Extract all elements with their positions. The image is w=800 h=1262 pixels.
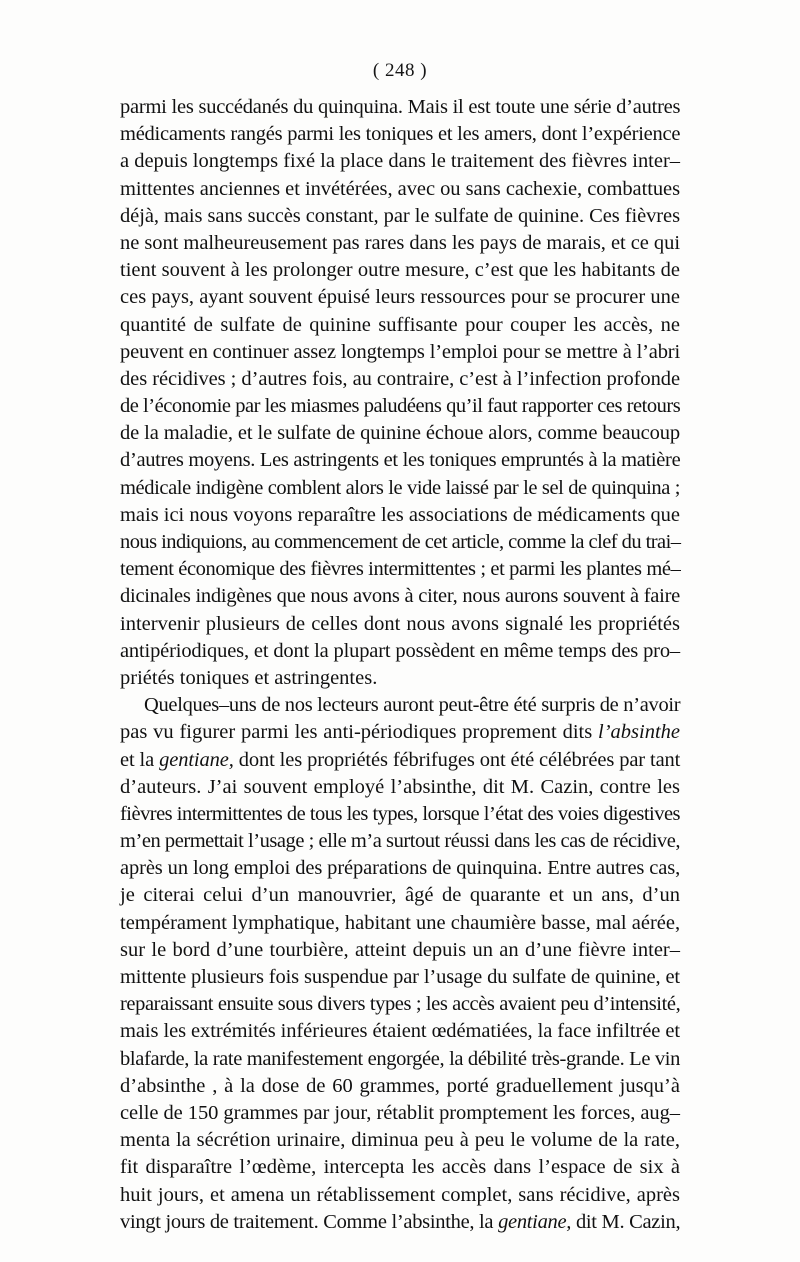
text-segment: celle de 150 grammes par jour, rétablit promptement les forces, aug–: [120, 1101, 680, 1124]
text-line: [120, 882, 680, 909]
text-line: [120, 964, 680, 991]
text-line: [120, 529, 680, 556]
text-line: [120, 910, 680, 937]
italic-term: gentiane,: [498, 1210, 572, 1233]
text-segment: mittente plusieurs fois suspendue par l’usage du sulfate de quinine, et: [120, 966, 680, 988]
text-line: [120, 1154, 680, 1181]
text-line: [120, 230, 680, 257]
text-segment: a depuis longtemps fixé la place dans le traitement des fièvres inter–: [120, 150, 680, 173]
text-segment: vingt jours de traitement. Comme l’absinthe, la: [120, 1210, 499, 1233]
text-segment: d’auteurs. J’ai souvent employé l’absinthe, dit M. Cazin, contre les: [120, 775, 680, 798]
text-segment: tient souvent à les prolonger outre mesure, c’est que les habitants de: [120, 259, 680, 282]
text-segment: médicale indigène comblent alors le vide laissé par le sel de quinquina ;: [120, 476, 680, 499]
text-line: [120, 1209, 680, 1236]
text-segment: d’autres moyens. Les astringents et les toniques empruntés à la matière: [120, 449, 681, 472]
text-segment: nous indiquions, au commencement de cet article, comme la clef du trai–: [120, 531, 681, 553]
text-segment: après un long emploi des préparations de quinquina. Entre autres cas,: [120, 857, 681, 880]
text-line: [120, 203, 680, 230]
text-line: [120, 176, 680, 203]
text-line: [120, 638, 680, 665]
text-segment: pas vu figurer parmi les anti-périodiques proprement dits: [120, 721, 598, 744]
text-line: [120, 719, 680, 746]
text-segment: Quelques–uns de nos lecteurs auront peut-être été surpris de n’avoir: [144, 694, 681, 717]
text-segment: blafarde, la rate manifestement engorgée, la débilité très-grande. Le vin: [120, 1047, 680, 1070]
text-segment: mais les extrémités inférieures étaient œdématiées, la face infiltrée et: [120, 1020, 680, 1043]
text-segment: parmi les succédanés du quinquina. Mais il est toute une série d’autres: [120, 96, 681, 118]
body-text: [120, 94, 680, 1236]
text-segment: dicinales indigènes que nous avons à citer, nous aurons souvent à faire: [120, 585, 680, 608]
text-segment: dit M. Cazin,: [571, 1210, 681, 1233]
text-line: [120, 1182, 680, 1209]
text-segment: menta la sécrétion urinaire, diminua peu à peu le volume de la rate,: [120, 1129, 680, 1152]
text-line: [120, 339, 680, 366]
text-line: [120, 774, 680, 801]
text-line: [120, 121, 680, 148]
text-line: [120, 312, 680, 339]
text-line: [120, 447, 680, 474]
text-line: [120, 1127, 680, 1154]
text-segment: quantité de sulfate de quinine suffisante pour couper les accès, ne: [120, 313, 680, 336]
text-line: [120, 1100, 680, 1127]
text-segment: de l’économie par les miasmes paludéens qu’il faut rapporter ces retours: [120, 395, 681, 418]
text-segment: peuvent en continuer assez longtemps l’emploi pour se mettre à l’abri: [120, 340, 680, 363]
text-segment: déjà, mais sans succès constant, par le sulfate de quinine. Ces fièvres: [120, 204, 680, 227]
page-number: ( 248 ): [372, 60, 428, 81]
text-segment: huit jours, et amena un rétablissement complet, sans récidive, après: [120, 1183, 680, 1206]
text-segment: ces pays, ayant souvent épuisé leurs ressources pour se procurer une: [120, 286, 680, 309]
text-segment: intervenir plusieurs de celles dont nous avons signalé les propriétés: [120, 612, 680, 635]
text-line: [120, 257, 680, 284]
text-segment: de la maladie, et le sulfate de quinine échoue alors, comme beaucoup: [120, 422, 680, 445]
text-line: [120, 828, 680, 855]
text-segment: fièvres intermittentes de tous les types, lorsque l’état des voies digestives: [120, 802, 680, 825]
text-line: [120, 1046, 680, 1073]
text-line: [120, 502, 680, 529]
text-line: [120, 556, 680, 583]
text-line: [120, 475, 680, 502]
text-line: [120, 801, 680, 828]
text-segment: et la: [120, 748, 160, 771]
text-segment: mittentes anciennes et invétérées, avec ou sans cachexie, combattues: [120, 177, 680, 200]
text-line: [120, 747, 680, 774]
text-line: [120, 991, 680, 1018]
text-segment: fit disparaître l’œdème, intercepta les accès dans l’espace de six à: [120, 1156, 680, 1179]
text-segment: priétés toniques et astringentes.: [120, 666, 378, 689]
text-segment: médicaments rangés parmi les toniques et les amers, dont l’expérience: [120, 123, 681, 146]
text-line: [120, 366, 680, 393]
text-line: [120, 94, 680, 121]
text-line: [120, 148, 680, 175]
text-segment: mais ici nous voyons reparaître les associations de médicaments que: [120, 503, 680, 526]
text-line: [120, 583, 680, 610]
text-line: [120, 393, 680, 420]
paragraph: [120, 94, 680, 692]
text-segment: reparaissant ensuite sous divers types ; les accès avaient peu d’intensité,: [120, 993, 681, 1016]
paragraph: [120, 692, 680, 1236]
italic-term: gentiane,: [159, 748, 234, 771]
text-line: [120, 420, 680, 447]
text-segment: m’en permettait l’usage ; elle m’a surtout réussi dans les cas de récidive,: [120, 830, 680, 853]
text-segment: tempérament lymphatique, habitant une chaumière basse, mal aérée,: [120, 911, 681, 934]
text-segment: antipériodiques, et dont la plupart possèdent en même temps des pro–: [120, 639, 681, 662]
text-segment: ne sont malheureusement pas rares dans les pays de marais, et ce qui: [120, 231, 680, 254]
text-segment: dont les propriétés fébrifuges ont été célébrées par tant: [233, 748, 681, 771]
text-segment: tement économique des fièvres intermittentes ; et parmi les plantes mé–: [120, 558, 681, 581]
text-line: [120, 284, 680, 311]
text-segment: d’absinthe , à la dose de 60 grammes, porté graduellement jusqu’à: [120, 1074, 680, 1097]
text-line: [120, 1073, 680, 1100]
text-segment: je citerai celui d’un manouvrier, âgé de quarante et un ans, d’un: [120, 884, 680, 907]
text-line: [120, 611, 680, 638]
text-line: [120, 855, 680, 882]
text-line: [120, 937, 680, 964]
text-line: [120, 665, 680, 692]
text-segment: des récidives ; d’autres fois, au contraire, c’est à l’infection profonde: [120, 367, 680, 390]
text-segment: sur le bord d’une tourbière, atteint depuis un an d’une fièvre inter–: [120, 938, 680, 961]
italic-term: l’absinthe: [598, 721, 680, 744]
text-line: [120, 1018, 680, 1045]
text-line: [120, 692, 680, 719]
